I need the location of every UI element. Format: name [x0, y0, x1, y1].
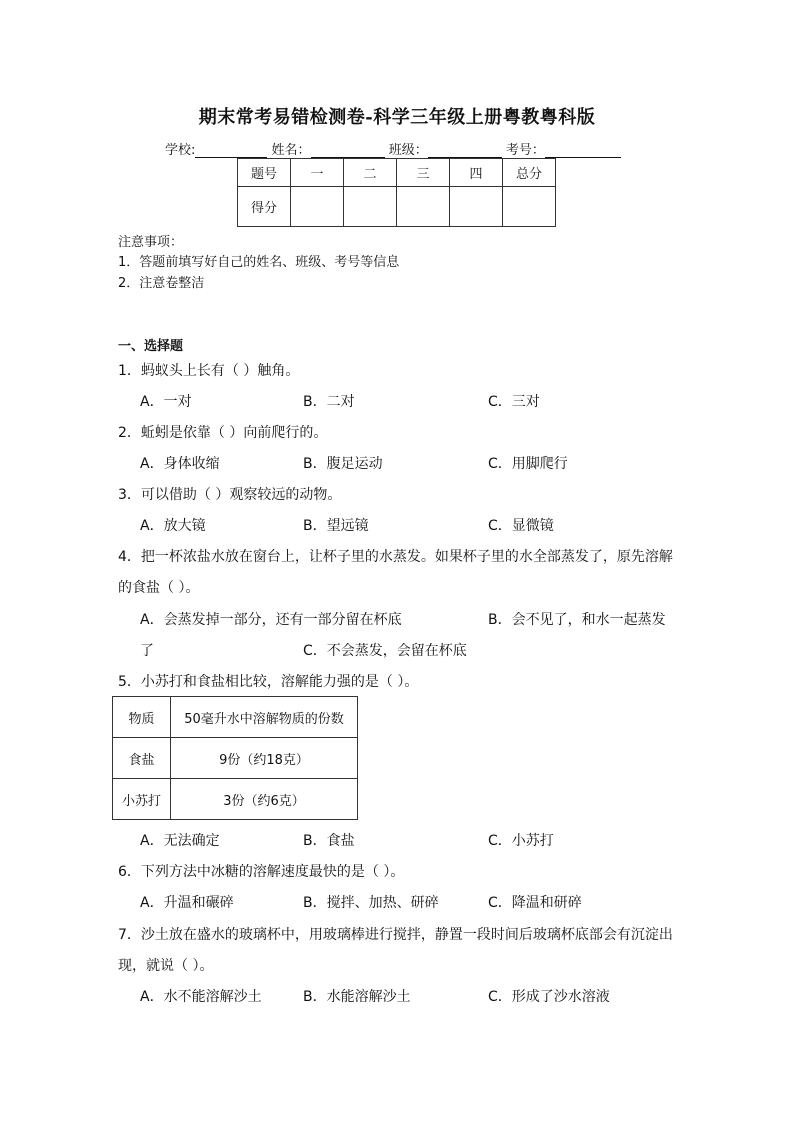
table-row	[113, 738, 358, 779]
option-c[interactable]: C．显微镜	[488, 518, 554, 534]
table-row	[113, 779, 358, 820]
score-cell[interactable]	[450, 187, 503, 227]
score-header-cell: 三	[397, 159, 450, 187]
table-header-cell: 50毫升水中溶解物质的份数	[171, 697, 358, 738]
question-stem: 2．蚯蚓是依靠（ ）向前爬行的。	[118, 425, 328, 441]
question-stem: 4．把一杯浓盐水放在窗台上，让杯子里的水蒸发。如果杯子里的水全部蒸发了，原先溶解	[118, 549, 673, 565]
name-blank[interactable]	[311, 143, 385, 158]
score-table-score-row	[238, 187, 556, 227]
question-stem: 3．可以借助（ ）观察较远的动物。	[118, 487, 342, 503]
score-row-label: 得分	[238, 187, 291, 227]
question-stem: 1．蚂蚁头上长有（ ）触角。	[118, 363, 300, 379]
score-cell[interactable]	[503, 187, 556, 227]
page-title: 期末常考易错检测卷-科学三年级上册粤教粤科版	[198, 107, 596, 128]
score-cell[interactable]	[344, 187, 397, 227]
table-cell: 小苏打	[113, 779, 171, 820]
student-info-line	[165, 139, 621, 158]
notes-heading: 注意事项：	[118, 235, 184, 250]
option-c[interactable]: C．形成了沙水溶液	[488, 989, 610, 1005]
table-cell: 食盐	[113, 738, 171, 779]
option-a[interactable]: A．一对	[140, 394, 192, 410]
name-label: 姓名：	[271, 143, 311, 158]
class-blank[interactable]	[428, 143, 502, 158]
option-a[interactable]: A．身体收缩	[140, 456, 220, 472]
school-blank[interactable]	[195, 143, 267, 158]
table-header-row	[113, 697, 358, 738]
score-header-cell: 一	[291, 159, 344, 187]
option-a[interactable]: A．无法确定	[140, 833, 220, 849]
solubility-table	[112, 696, 358, 820]
option-b[interactable]: B．望远镜	[303, 518, 369, 534]
school-label: 学校:	[165, 143, 196, 158]
option-c[interactable]: C．小苏打	[488, 833, 554, 849]
option-b[interactable]: B．水能溶解沙土	[303, 989, 411, 1005]
option-b[interactable]: B．二对	[303, 394, 355, 410]
section-heading: 一、选择题	[118, 339, 184, 354]
score-header-cell: 二	[344, 159, 397, 187]
number-blank[interactable]	[545, 143, 621, 158]
question-stem-continued: 现，就说（ ）。	[118, 958, 214, 974]
class-label: 班级：	[388, 143, 428, 158]
score-header-cell: 总分	[503, 159, 556, 187]
table-cell: 9份（约18克）	[171, 738, 358, 779]
option-b[interactable]: B．搅拌、加热、研碎	[303, 895, 439, 911]
score-table-header-row	[238, 159, 556, 187]
notes-item: 1．答题前填写好自己的姓名、班级、考号等信息	[118, 255, 400, 270]
option-b[interactable]: B．腹足运动	[303, 456, 383, 472]
number-label: 考号：	[505, 143, 545, 158]
option-c[interactable]: C．用脚爬行	[488, 456, 568, 472]
notes-item: 2．注意卷整洁	[118, 276, 205, 291]
question-stem: 5．小苏打和食盐相比较，溶解能力强的是（ ）。	[118, 674, 419, 690]
option-a[interactable]: A．水不能溶解沙土	[140, 989, 262, 1005]
option-b[interactable]: B．食盐	[303, 833, 355, 849]
option-b[interactable]: B．会不见了，和水一起蒸发	[488, 612, 666, 628]
score-header-cell: 题号	[238, 159, 291, 187]
question-stem: 6．下列方法中冰糖的溶解速度最快的是（ ）。	[118, 864, 405, 880]
score-header-cell: 四	[450, 159, 503, 187]
score-cell[interactable]	[291, 187, 344, 227]
option-c[interactable]: C．不会蒸发，会留在杯底	[303, 643, 467, 659]
question-stem-continued: 的食盐（ ）。	[118, 580, 200, 596]
score-cell[interactable]	[397, 187, 450, 227]
option-c[interactable]: C．三对	[488, 394, 540, 410]
table-header-cell: 物质	[113, 697, 171, 738]
option-a[interactable]: A．升温和碾碎	[140, 895, 234, 911]
option-a[interactable]: A．会蒸发掉一部分，还有一部分留在杯底	[140, 612, 402, 628]
option-a[interactable]: A．放大镜	[140, 518, 206, 534]
option-b-continued: 了	[140, 643, 154, 659]
question-stem: 7．沙土放在盛水的玻璃杯中，用玻璃棒进行搅拌，静置一段时间后玻璃杯底部会有沉淀出	[118, 927, 673, 943]
score-table	[237, 158, 556, 227]
option-c[interactable]: C．降温和研碎	[488, 895, 582, 911]
table-cell: 3份（约6克）	[171, 779, 358, 820]
